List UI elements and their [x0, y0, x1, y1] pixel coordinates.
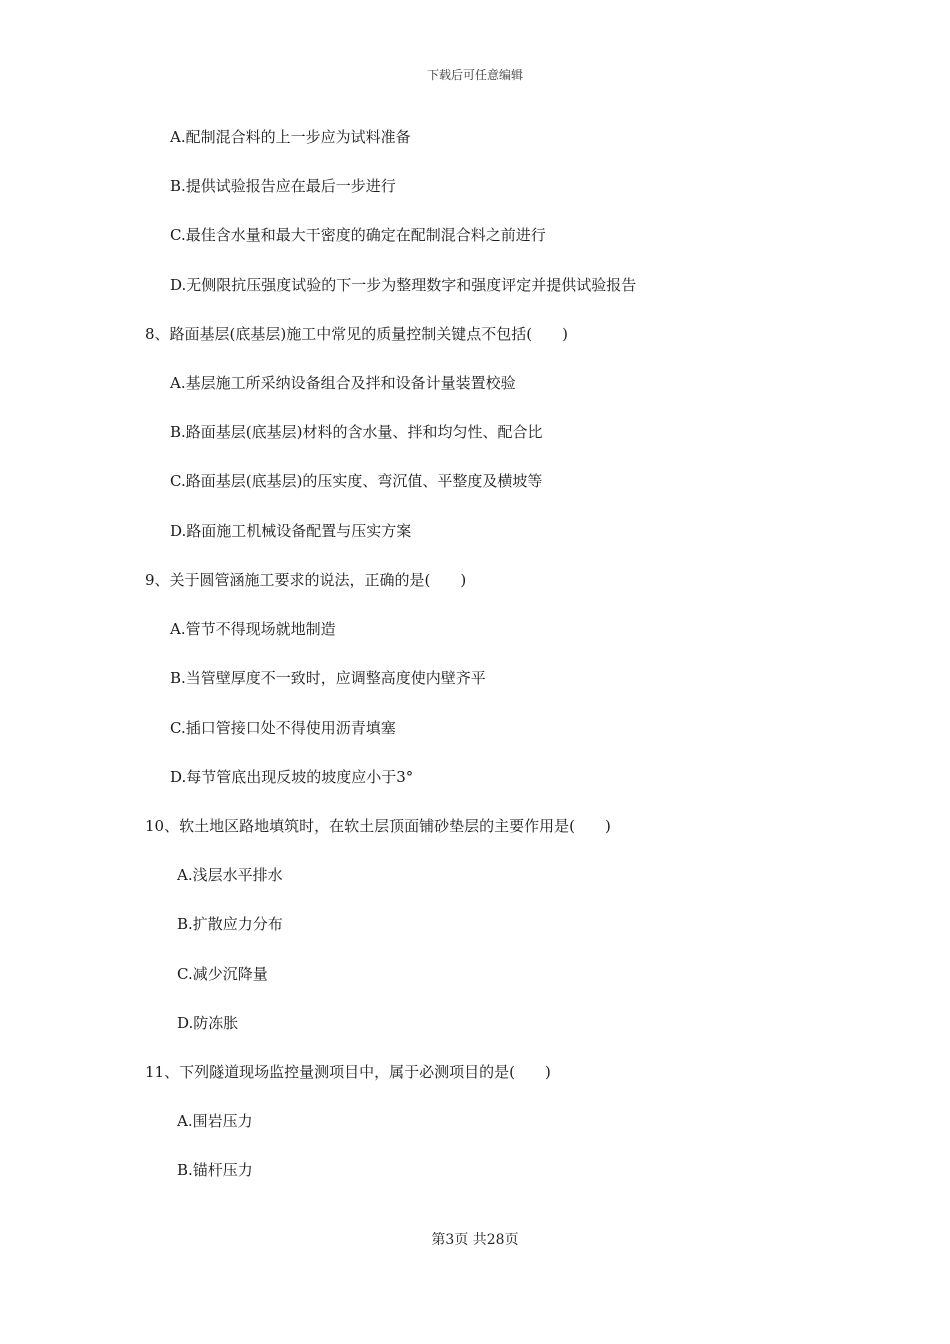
page-footer: 第3页 共28页	[431, 1232, 519, 1248]
q7-option-b: B.提供试验报告应在最后一步进行	[170, 177, 396, 195]
q9-option-c: C.插口管接口处不得使用沥青填塞	[170, 719, 396, 737]
q8-option-d: D.路面施工机械设备配置与压实方案	[170, 522, 412, 540]
q9-option-b: B.当管壁厚度不一致时，应调整高度使内壁齐平	[170, 669, 486, 687]
q7-option-d: D.无侧限抗压强度试验的下一步为整理数字和强度评定并提供试验报告	[170, 276, 637, 294]
q11-stem: 11、下列隧道现场监控量测项目中，属于必测项目的是( )	[145, 1063, 551, 1081]
q11-option-b: B.锚杆压力	[177, 1161, 253, 1179]
q10-option-a: A.浅层水平排水	[177, 866, 283, 884]
q10-option-c: C.减少沉降量	[177, 965, 268, 983]
q11-option-a: A.围岩压力	[177, 1112, 253, 1130]
q10-option-b: B.扩散应力分布	[177, 915, 283, 933]
q7-option-c: C.最佳含水量和最大干密度的确定在配制混合料之前进行	[170, 226, 546, 244]
q9-stem: 9、关于圆管涵施工要求的说法，正确的是( )	[145, 571, 467, 589]
q8-option-c: C.路面基层(底基层)的压实度、弯沉值、平整度及横坡等	[170, 472, 543, 490]
q9-option-a: A.管节不得现场就地制造	[170, 620, 336, 638]
q8-option-a: A.基层施工所采纳设备组合及拌和设备计量装置校验	[170, 374, 516, 392]
header-note: 下载后可任意编辑	[426, 68, 523, 82]
q7-option-a: A.配制混合料的上一步应为试料准备	[170, 128, 411, 146]
q8-option-b: B.路面基层(底基层)材料的含水量、拌和均匀性、配合比	[170, 423, 543, 441]
q8-stem: 8、路面基层(底基层)施工中常见的质量控制关键点不包括( )	[145, 325, 568, 343]
q9-option-d: D.每节管底出现反坡的坡度应小于3°	[170, 768, 414, 786]
q10-option-d: D.防冻胀	[177, 1014, 239, 1032]
q10-stem: 10、软土地区路地填筑时，在软土层顶面铺砂垫层的主要作用是( )	[145, 817, 611, 835]
